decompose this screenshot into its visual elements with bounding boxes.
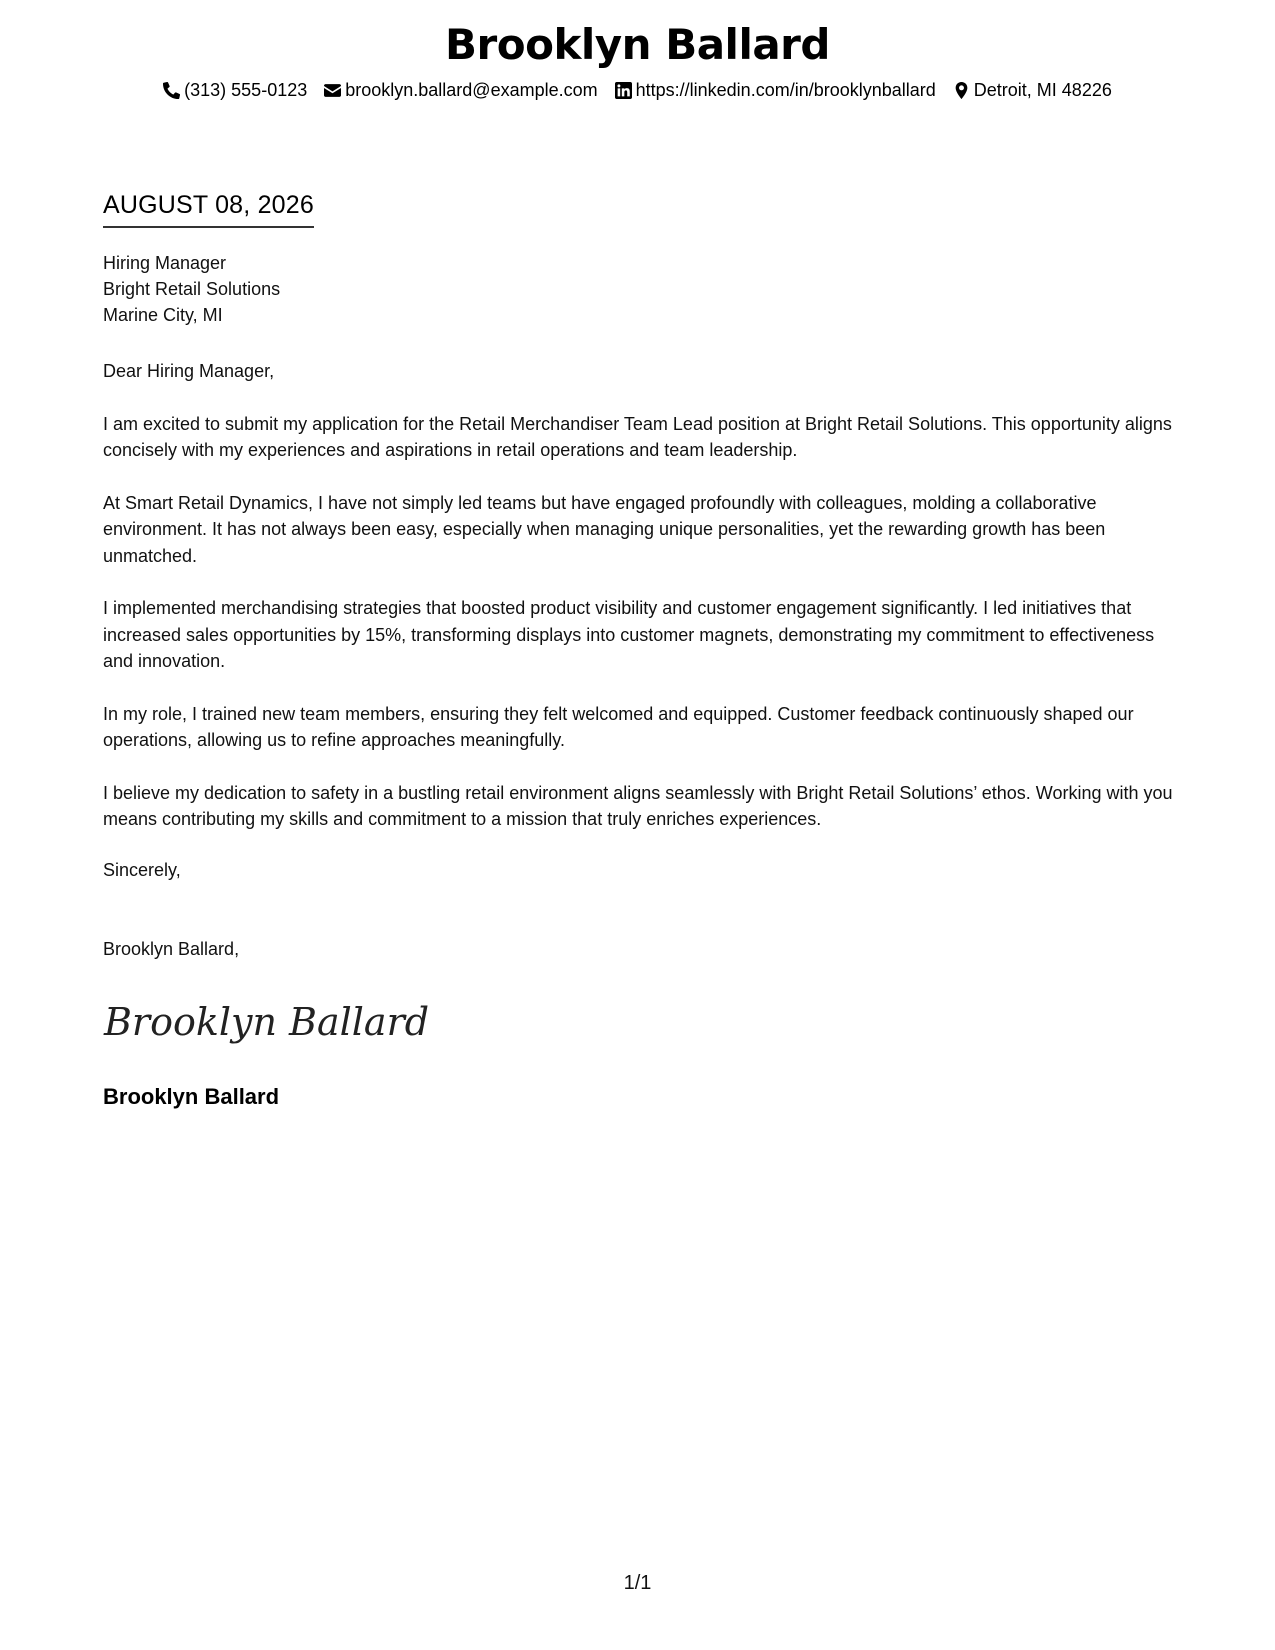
location-text: Detroit, MI 48226 [973,80,1112,100]
contact-email[interactable] [324,80,597,101]
recipient-title: Hiring Manager [103,253,227,273]
handwritten-signature [100,995,430,1051]
resume-header-name: Brooklyn Ballard [445,20,830,69]
printed-name: Brooklyn Ballard [103,1084,280,1109]
phone-icon [163,82,180,99]
map-pin-icon [953,82,970,99]
contact-linkedin[interactable] [615,80,936,101]
signature-text: Brooklyn Ballard [104,1000,430,1044]
sign-off-name: Brooklyn Ballard, [103,939,240,959]
phone-text: (313) 555-0123 [184,80,308,100]
letter-paragraph: In my role, I trained new team members, ensuring they felt welcomed and equipped. Customer feedback continuously shaped our operations, allowing us to refine approaches meaningfully. [103,703,1134,750]
letter-body [103,358,1183,859]
letter-greeting: Dear Hiring Manager, [103,361,275,381]
contact-phone [163,80,307,101]
letter-paragraph: I believe my dedication to safety in a bustling retail environment aligns seamlessly with Bright Retail Solutions’ ethos. Working with you means contributing my skills and commitment to a mission that truly enriches experiences. [103,782,1173,829]
letter-paragraph: I am excited to submit my application for the Retail Merchandiser Team Lead position at Bright Retail Solutions. This opportunity aligns concisely with my experiences and aspirations in retail operations and team leadership. [103,413,1172,460]
email-link[interactable]: brooklyn.ballard@example.com [345,80,598,100]
page-number: 1/1 [623,1572,652,1594]
recipient-company: Bright Retail Solutions [103,279,281,299]
contact-location [953,80,1112,101]
envelope-icon [324,82,341,99]
letter-date: AUGUST 08, 2026 [103,191,314,228]
letter-closing: Sincerely, [103,860,181,880]
recipient-block [103,250,280,328]
linkedin-link[interactable]: https://linkedin.com/in/brooklynballard [635,80,936,100]
linkedin-icon [615,82,632,99]
letter-paragraph: I implemented merchandising strategies that boosted product visibility and customer engagement significantly. I led initiatives that increased sales opportunities by 15%, transforming displays into customer magnets, demonstrating my commitment to effectiveness and innovation. [103,598,1155,671]
recipient-location: Marine City, MI [103,305,223,325]
contact-info-row [0,80,1275,101]
letter-paragraph: At Smart Retail Dynamics, I have not simply led teams but have engaged profoundly with colleagues, molding a collaborative environment. It has not always been easy, especially when managing unique personalities, yet the rewarding growth has been unmatched. [103,492,1106,566]
